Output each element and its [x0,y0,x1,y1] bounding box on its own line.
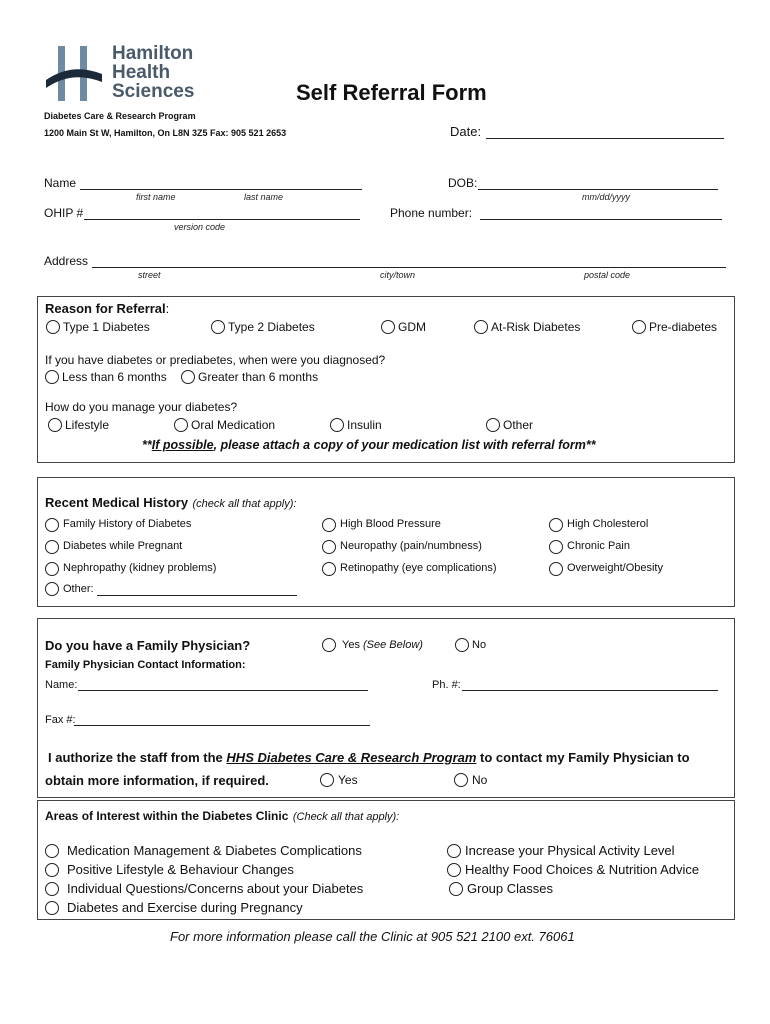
option-high-bp: High Blood Pressure [340,518,441,530]
option-healthy-food: Healthy Food Choices & Nutrition Advice [465,862,700,877]
physician-fax-field[interactable] [74,725,370,726]
option-group-classes: Group Classes [467,881,553,896]
option-other: Other [503,418,534,432]
option-history-other: Other: [63,583,94,595]
version-hint: version code [174,222,226,232]
history-other-field[interactable] [97,595,297,596]
physician-question: Do you have a Family Physician? [45,638,251,653]
option-neuropathy: Neuropathy (pain/numbness) [340,540,482,552]
logo-line-3: Sciences [112,81,195,102]
option-insulin: Insulin [347,418,382,432]
option-less-6mo: Less than 6 months [62,370,167,384]
city-hint: city/town [380,270,416,280]
logo-line-2: Health [112,62,171,83]
radio-type2[interactable] [211,320,225,334]
radio-oral-med[interactable] [174,418,188,432]
address-field[interactable] [92,267,726,268]
option-physician-yes: Yes (See Below) [342,639,423,651]
history-heading: Recent Medical History (check all that apply): [45,495,297,510]
dob-hint: mm/dd/yyyy [582,192,631,202]
radio-gdm[interactable] [381,320,395,334]
radio-less-6mo[interactable] [45,370,59,384]
radio-auth-no[interactable] [454,773,468,787]
option-physical-activity: Increase your Physical Activity Level [465,843,675,858]
radio-positive-lifestyle[interactable] [45,863,59,877]
radio-type1[interactable] [46,320,60,334]
footer-contact: For more information please call the Clinic at 905 521 2100 ext. 76061 [170,929,575,944]
physician-phone-field[interactable] [462,690,718,691]
street-hint: street [138,270,161,280]
radio-overweight[interactable] [549,562,563,576]
radio-greater-6mo[interactable] [181,370,195,384]
option-gdm: GDM [398,320,426,334]
last-name-hint: last name [244,192,284,202]
radio-at-risk[interactable] [474,320,488,334]
page-title: Self Referral Form [296,80,487,105]
radio-high-bp[interactable] [322,518,336,532]
first-name-hint: first name [136,192,176,202]
radio-neuropathy[interactable] [322,540,336,554]
physician-name-label: Name: [45,679,78,691]
option-positive-lifestyle: Positive Lifestyle & Behaviour Changes [67,862,294,877]
option-auth-yes: Yes [338,773,358,787]
option-overweight: Overweight/Obesity [567,562,663,574]
radio-physical-activity[interactable] [447,844,461,858]
radio-physician-no[interactable] [455,638,469,652]
physician-phone-label: Ph. #: [432,679,461,691]
radio-other[interactable] [486,418,500,432]
address-label: Address [44,254,89,268]
radio-family-history[interactable] [45,518,59,532]
ohip-field[interactable] [84,219,360,220]
radio-insulin[interactable] [330,418,344,432]
interests-heading: Areas of Interest within the Diabetes Clinic (Check all that apply): [45,809,400,823]
radio-healthy-food[interactable] [447,863,461,877]
option-prediabetes: Pre-diabetes [649,320,718,334]
authorize-line-2: obtain more information, if required. [45,773,269,788]
phone-label: Phone number: [390,206,473,220]
option-oral-med: Oral Medication [191,418,276,432]
option-retinopathy: Retinopathy (eye complications) [340,562,497,574]
name-field[interactable] [80,189,362,190]
medication-note: **If possible, please attach a copy of your medication list with referral form** [142,438,596,452]
physician-fax-label: Fax #: [45,714,76,726]
option-diabetes-pregnant: Diabetes while Pregnant [63,540,183,552]
radio-medication-mgmt[interactable] [45,844,59,858]
radio-group-classes[interactable] [449,882,463,896]
radio-high-cholesterol[interactable] [549,518,563,532]
authorize-line-1: I authorize the staff from the HHS Diabetes Care & Research Program to contact my Family Physician to [48,750,690,765]
postal-hint: postal code [584,270,631,280]
option-lifestyle: Lifestyle [65,418,110,432]
hhs-logo-icon [44,44,104,102]
option-nephropathy: Nephropathy (kidney problems) [63,562,217,574]
option-family-history: Family History of Diabetes [63,518,192,530]
logo [44,44,204,104]
ohip-label: OHIP # [44,206,84,220]
radio-chronic-pain[interactable] [549,540,563,554]
radio-exercise-pregnancy[interactable] [45,901,59,915]
reason-heading: Reason for Referral: [45,301,170,316]
date-label: Date: [450,124,482,139]
contact-heading: Family Physician Contact Information: [45,659,246,671]
radio-physician-yes[interactable] [322,638,336,652]
radio-nephropathy[interactable] [45,562,59,576]
dob-label: DOB: [448,176,478,190]
radio-lifestyle[interactable] [48,418,62,432]
radio-prediabetes[interactable] [632,320,646,334]
dob-field[interactable] [478,189,718,190]
option-medication-mgmt: Medication Management & Diabetes Complications [67,843,362,858]
radio-auth-yes[interactable] [320,773,334,787]
option-exercise-pregnancy: Diabetes and Exercise during Pregnancy [67,900,303,915]
radio-history-other[interactable] [45,582,59,596]
phone-field[interactable] [480,219,722,220]
program-name: Diabetes Care & Research Program [44,111,196,121]
name-label: Name [44,176,77,190]
option-physician-no: No [472,639,487,651]
date-field[interactable] [486,138,724,139]
option-high-cholesterol: High Cholesterol [567,518,649,530]
program-address: 1200 Main St W, Hamilton, On L8N 3Z5 Fax: 905 521 2653 [44,128,287,138]
option-type1: Type 1 Diabetes [63,320,150,334]
option-individual-questions: Individual Questions/Concerns about your Diabetes [67,881,364,896]
option-greater-6mo: Greater than 6 months [198,370,319,384]
option-type2: Type 2 Diabetes [228,320,315,334]
option-at-risk: At-Risk Diabetes [491,320,581,334]
logo-line-1: Hamilton [112,43,194,64]
option-auth-no: No [472,773,488,787]
radio-retinopathy[interactable] [322,562,336,576]
diagnosed-question: If you have diabetes or prediabetes, when were you diagnosed? [45,353,386,367]
radio-individual-questions[interactable] [45,882,59,896]
manage-question: How do you manage your diabetes? [45,400,238,414]
option-chronic-pain: Chronic Pain [567,540,630,552]
radio-diabetes-pregnant[interactable] [45,540,59,554]
physician-name-field[interactable] [78,690,368,691]
